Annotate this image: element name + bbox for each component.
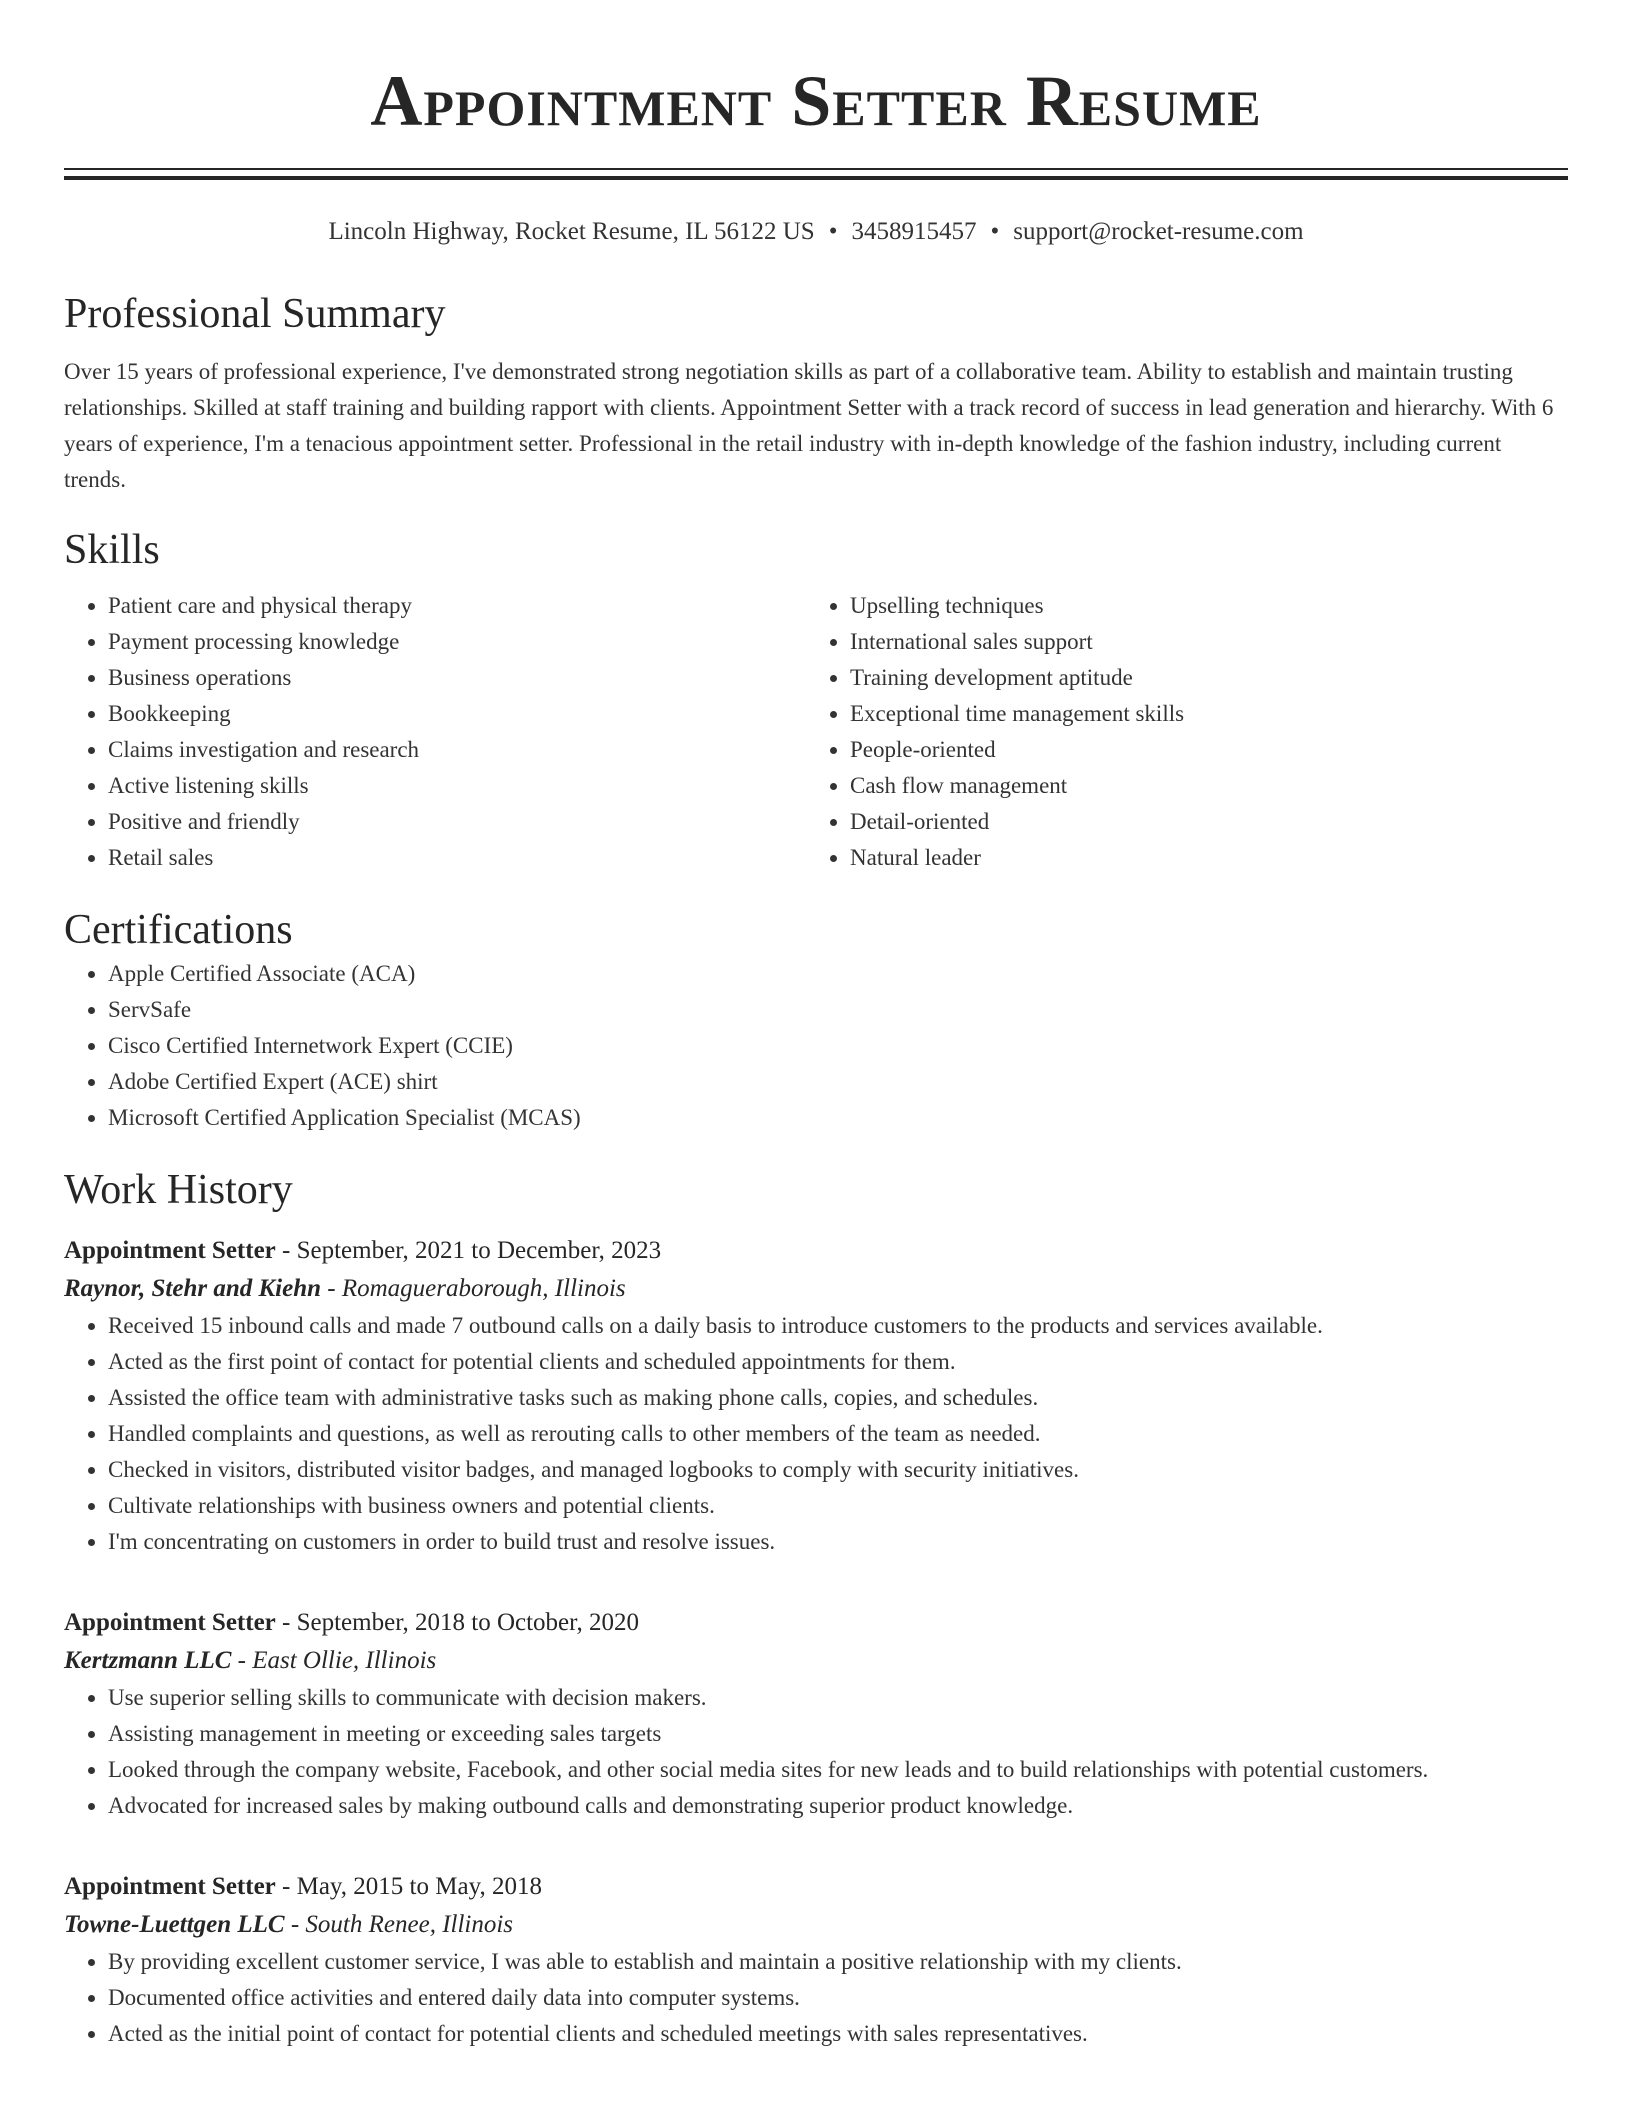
title-divider xyxy=(64,168,1568,180)
skills-column-right xyxy=(806,588,1548,876)
certifications-list xyxy=(64,956,1568,1136)
skill-item: • Claims investigation and research xyxy=(108,732,806,768)
job-title-line xyxy=(64,1868,1568,1906)
job-duties-list xyxy=(64,1944,1568,2052)
job-duties-list xyxy=(64,1680,1568,1824)
skill-item: • Business operations xyxy=(108,660,806,696)
job-dates: - May, 2015 to May, 2018 xyxy=(275,1873,542,1900)
certification-item: • Adobe Certified Expert (ACE) shirt xyxy=(108,1064,1568,1100)
contact-address: Lincoln Highway, Rocket Resume, IL 56122 US xyxy=(328,218,815,245)
job-location: - East Ollie, Illinois xyxy=(231,1647,437,1674)
job-duty: • Received 15 inbound calls and made 7 outbound calls on a daily basis to introduce customers to the products and services available. xyxy=(108,1308,1568,1344)
contact-separator: • xyxy=(990,218,1000,245)
skill-item: • Upselling techniques xyxy=(850,588,1548,624)
job-duty: • Assisting management in meeting or exceeding sales targets xyxy=(108,1716,1568,1752)
job-title-line xyxy=(64,1232,1568,1270)
job-duty: • Acted as the first point of contact for potential clients and scheduled appointments for them. xyxy=(108,1344,1568,1380)
skill-item: • Exceptional time management skills xyxy=(850,696,1548,732)
summary-text: Over 15 years of professional experience, I've demonstrated strong negotiation skills as part of a collaborative team. Ability to establish and maintain trusting relationships. Skilled at staff training and building rapport with clients. Appointment Setter with a track record of success in lead generation and hierarchy. With 6 years of experience, I'm a tenacious appointment setter. Professional in the retail industry with in-depth knowledge of the fashion industry, including current trends. xyxy=(64,359,1554,492)
skill-item: • Natural leader xyxy=(850,840,1548,876)
job-duty: • By providing excellent customer service, I was able to establish and maintain a positive relationship with my clients. xyxy=(108,1944,1568,1980)
resume-title: Appointment Setter Resume xyxy=(370,61,1262,141)
job-duty: • Documented office activities and entered daily data into computer systems. xyxy=(108,1980,1568,2016)
certification-item: • Apple Certified Associate (ACA) xyxy=(108,956,1568,992)
skill-item: • Active listening skills xyxy=(108,768,806,804)
job-duty: • Checked in visitors, distributed visitor badges, and managed logbooks to comply with security initiatives. xyxy=(108,1452,1568,1488)
job-company-line xyxy=(64,1642,1568,1680)
job-dates: - September, 2018 to October, 2020 xyxy=(275,1609,639,1636)
job-title: Appointment Setter xyxy=(64,1873,276,1900)
skills-column-left xyxy=(64,588,806,876)
job-company: Towne-Luettgen LLC xyxy=(64,1911,285,1938)
skills-heading: Skills xyxy=(64,527,160,573)
skills-list-right xyxy=(806,588,1548,876)
certification-item: • ServSafe xyxy=(108,992,1568,1028)
job-duty: • I'm concentrating on customers in order to build trust and resolve issues. xyxy=(108,1524,1568,1560)
job-company: Raynor, Stehr and Kiehn xyxy=(64,1275,322,1302)
skill-item: • People-oriented xyxy=(850,732,1548,768)
job-duty: • Looked through the company website, Facebook, and other social media sites for new leads and to build relationships with potential customers. xyxy=(108,1752,1568,1788)
job-duty: • Use superior selling skills to communicate with decision makers. xyxy=(108,1680,1568,1716)
contact-separator: • xyxy=(828,218,838,245)
skill-item: • Positive and friendly xyxy=(108,804,806,840)
skill-item: • Retail sales xyxy=(108,840,806,876)
certification-item: • Cisco Certified Internetwork Expert (CCIE) xyxy=(108,1028,1568,1064)
job-location: - South Renee, Illinois xyxy=(284,1911,514,1938)
skill-item: • Training development aptitude xyxy=(850,660,1548,696)
contact-line xyxy=(64,216,1568,248)
contact-email: support@rocket-resume.com xyxy=(1013,218,1304,245)
job-duty: • Acted as the initial point of contact for potential clients and scheduled meetings with sales representatives. xyxy=(108,2016,1568,2052)
job-duty: • Advocated for increased sales by making outbound calls and demonstrating superior product knowledge. xyxy=(108,1788,1568,1824)
job-company: Kertzmann LLC xyxy=(64,1647,232,1674)
job-location: - Romagueraborough, Illinois xyxy=(321,1275,626,1302)
skill-item: • Patient care and physical therapy xyxy=(108,588,806,624)
certifications-heading: Certifications xyxy=(64,907,293,953)
job-duties-list xyxy=(64,1308,1568,1560)
job-duty: • Handled complaints and questions, as well as rerouting calls to other members of the team as needed. xyxy=(108,1416,1568,1452)
job-title: Appointment Setter xyxy=(64,1609,276,1636)
job-title-line xyxy=(64,1604,1568,1642)
skill-item: • Bookkeeping xyxy=(108,696,806,732)
job-dates: - September, 2021 to December, 2023 xyxy=(275,1237,662,1264)
job-company-line xyxy=(64,1906,1568,1944)
skill-item: • International sales support xyxy=(850,624,1548,660)
skill-item: • Detail-oriented xyxy=(850,804,1548,840)
job-duty: • Cultivate relationships with business owners and potential clients. xyxy=(108,1488,1568,1524)
contact-phone: 3458915457 xyxy=(851,218,977,245)
job-title: Appointment Setter xyxy=(64,1237,276,1264)
skill-item: • Cash flow management xyxy=(850,768,1548,804)
job-duty: • Assisted the office team with administrative tasks such as making phone calls, copies, and schedules. xyxy=(108,1380,1568,1416)
work-history-heading: Work History xyxy=(64,1167,293,1213)
job-company-line xyxy=(64,1270,1568,1308)
certification-item: • Microsoft Certified Application Specialist (MCAS) xyxy=(108,1100,1568,1136)
skills-list-left xyxy=(64,588,806,876)
summary-heading: Professional Summary xyxy=(64,291,446,337)
job-entry xyxy=(64,1604,1568,1824)
job-entry xyxy=(64,1868,1568,2052)
skill-item: • Payment processing knowledge xyxy=(108,624,806,660)
skills-grid xyxy=(64,588,1568,876)
job-entry xyxy=(64,1232,1568,1560)
